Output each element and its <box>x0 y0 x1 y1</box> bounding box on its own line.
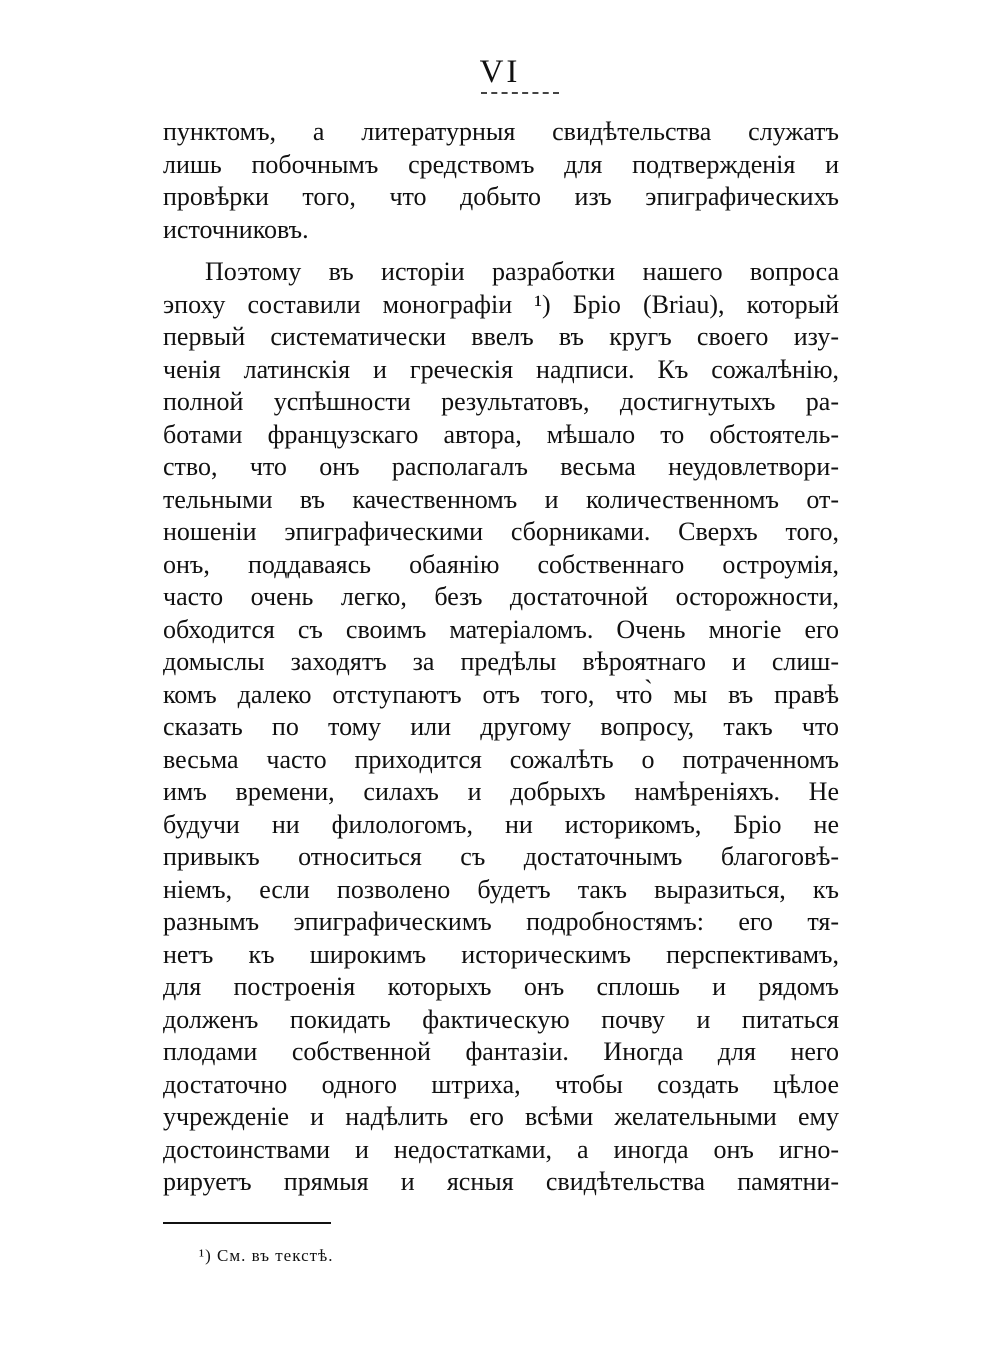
text-line: для построенія которыхъ онъ сплошь и рядомъ <box>163 972 839 1001</box>
text-line: ство, что онъ располагалъ весьма неудовлетвори- <box>163 452 839 481</box>
footnote-separator <box>163 1222 331 1224</box>
text-line: провѣрки того, что добыто изъ эпиграфическихъ <box>163 182 839 211</box>
text-line: достоинствами и недостатками, а иногда онъ игно- <box>163 1134 839 1164</box>
footnote-marker: ¹) <box>199 1246 212 1265</box>
text-line: рируетъ прямыя и ясныя свидѣтельства памятни- <box>163 1167 839 1196</box>
text-line: ченія латинскія и греческія надписи. Къ сожалѣнію, <box>163 354 839 384</box>
text-line: долженъ покидать фактическую почву и питаться <box>163 1004 839 1034</box>
paragraph-gap <box>163 246 839 256</box>
text-line: привыкъ относиться съ достаточнымъ благоговѣ- <box>163 842 839 871</box>
text-line: достаточно одного штриха, чтобы создать цѣлое <box>163 1069 839 1099</box>
text-line: эпоху составили монографіи ¹) Бріо (Briau), который <box>163 289 839 319</box>
text-line: тельными въ качественномъ и количественномъ от- <box>163 484 839 514</box>
text-line: часто очень легко, безъ достаточной осторожности, <box>163 582 839 611</box>
page-number-underline <box>481 92 559 94</box>
text-line: обходится съ своимъ матеріаломъ. Очень многіе его <box>163 614 839 644</box>
text-line: источниковъ. <box>163 214 309 244</box>
footnote <box>199 1244 334 1268</box>
text-line: сказать по тому или другому вопросу, такъ что <box>163 712 839 741</box>
text-line: Поэтому въ исторіи разработки нашего вопроса <box>205 257 839 286</box>
text-line: первый систематически ввелъ въ кругъ своего изу- <box>163 322 839 351</box>
text-line: учрежденіе и надѣлить его всѣми желательными ему <box>163 1102 839 1131</box>
text-line: домыслы заходятъ за предѣлы вѣроятнаго и слиш- <box>163 647 839 676</box>
footnote-text: См. въ текстѣ. <box>217 1246 334 1265</box>
main-text <box>163 116 839 1199</box>
text-line: разнымъ эпиграфическимъ подробностямъ: его тя- <box>163 907 839 936</box>
text-line: онъ, поддаваясь обаянію собственнаго остроумія, <box>163 549 839 579</box>
text-line: имъ времени, силахъ и добрыхъ намѣреніяхъ. Не <box>163 777 839 806</box>
text-line: лишь побочнымъ средствомъ для подтвержденія и <box>163 149 839 179</box>
text-line: полной успѣшности результатовъ, достигнутыхъ ра- <box>163 387 839 416</box>
text-line: пунктомъ, а литературныя свидѣтельства служатъ <box>163 117 839 146</box>
text-line: будучи ни филологомъ, ни историкомъ, Бріо не <box>163 809 839 839</box>
page-number: VI <box>479 54 521 90</box>
text-line: нетъ къ широкимъ историческимъ перспективамъ, <box>163 939 839 969</box>
text-line: ношеніи эпиграфическими сборниками. Сверхъ того, <box>163 517 839 546</box>
text-line: комъ далеко отступаютъ отъ того, что̀ мы въ правѣ <box>163 679 839 709</box>
text-line: плодами собственной фантазіи. Иногда для него <box>163 1037 839 1066</box>
text-line: ніемъ, если позволено будетъ такъ выразиться, къ <box>163 874 839 904</box>
text-line: весьма часто приходится сожалѣть о потраченномъ <box>163 744 839 774</box>
text-line: ботами французскаго автора, мѣшало то обстоятель- <box>163 419 839 449</box>
